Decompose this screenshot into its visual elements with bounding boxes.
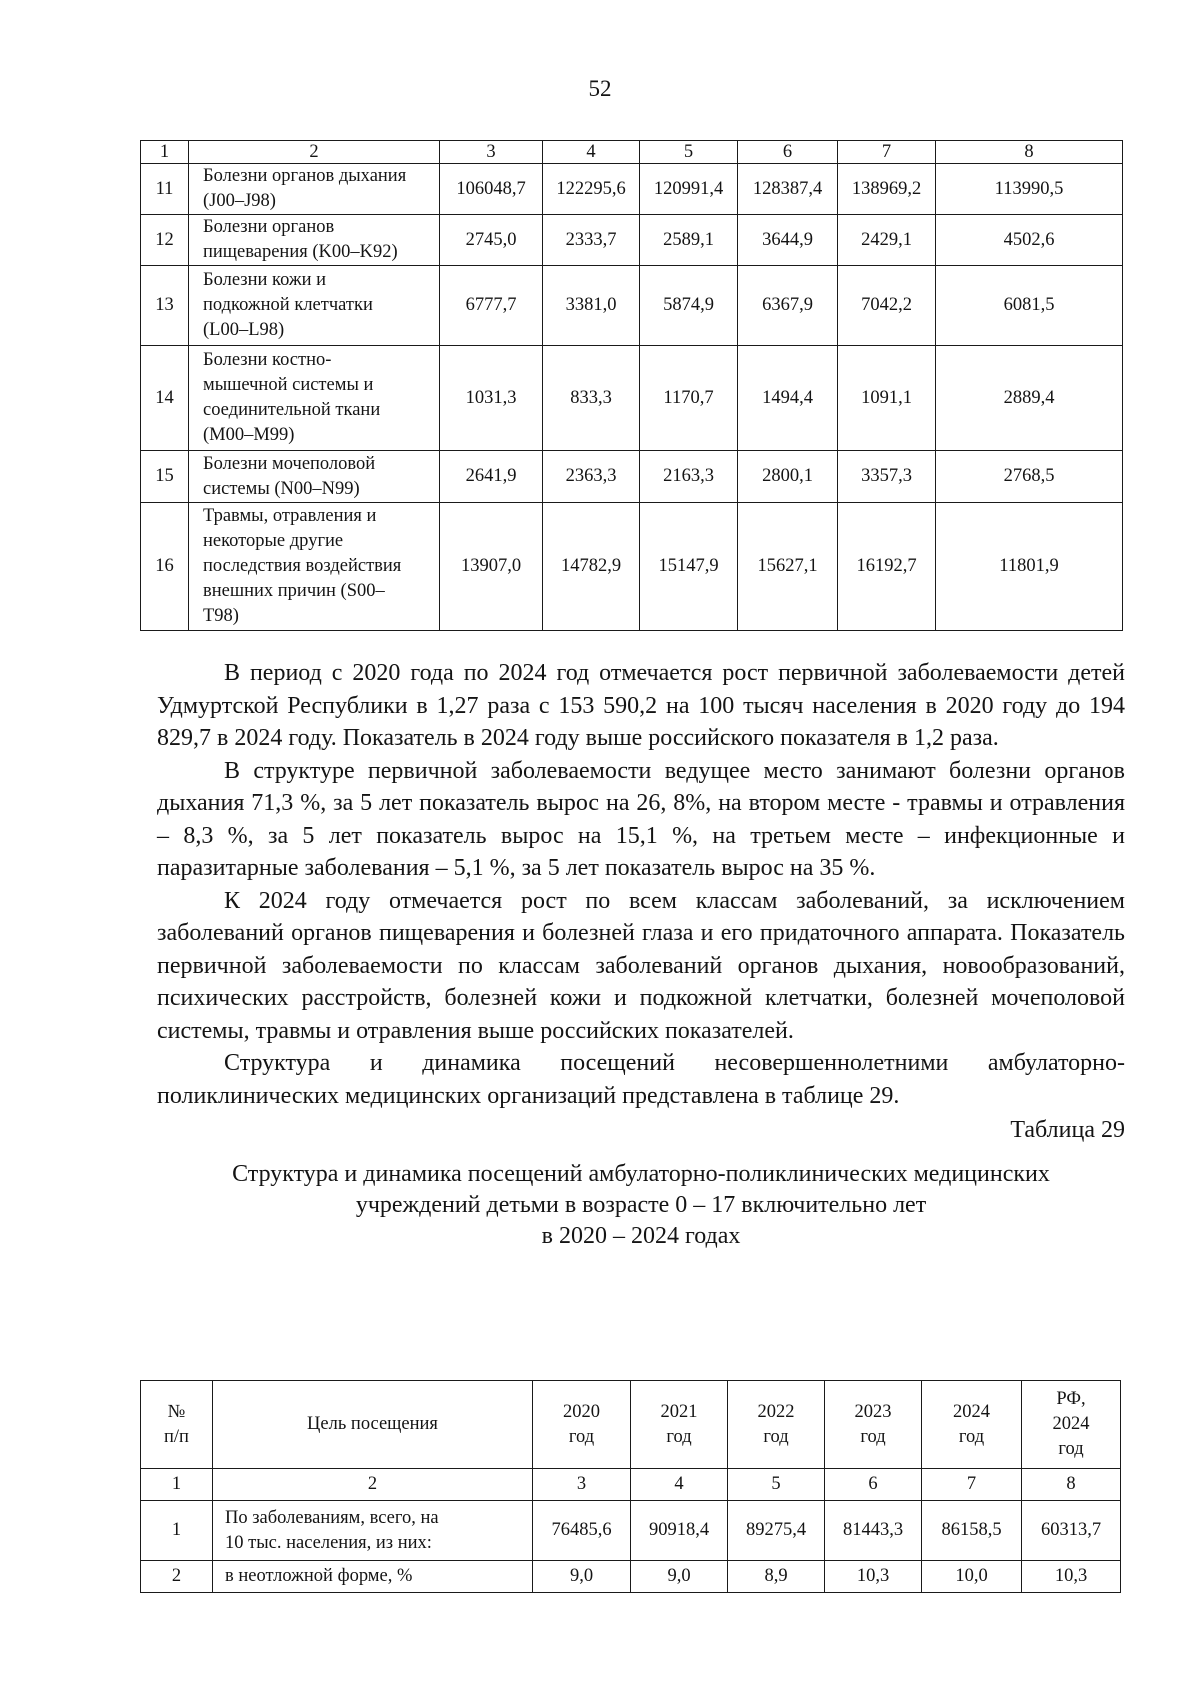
value-cell: 5874,9 [640, 266, 738, 346]
value-cell: 2589,1 [640, 215, 738, 266]
table-row [141, 451, 1123, 503]
value-cell: 76485,6 [533, 1501, 631, 1561]
paragraph: К 2024 году отмечается рост по всем классам заболеваний, за исключением заболеваний органов пищеварения и болезней глаза и его придаточного аппарата. Показатель первичной заболеваемости по классам заболеваний органов дыхания, новообразований, психических расстройств, болезней кожи и подкожной клетчатки, болезней мочеполовой системы, травмы и отравления выше российских показателей. [157, 887, 1125, 1044]
paragraph: Структура и динамика посещений несовершеннолетними амбулаторно-поликлинических медицинских организаций представлена в таблице 29. [157, 1050, 1125, 1109]
value-cell: 6777,7 [440, 266, 543, 346]
value-cell: 2333,7 [543, 215, 640, 266]
header-cell: 7 [838, 141, 936, 164]
value-cell: 6081,5 [936, 266, 1123, 346]
value-cell: 3381,0 [543, 266, 640, 346]
value-cell: 9,0 [533, 1561, 631, 1593]
table-row [141, 346, 1123, 451]
header-cell: 2024 год [922, 1381, 1022, 1469]
value-cell: 2768,5 [936, 451, 1123, 503]
value-cell: 120991,4 [640, 164, 738, 215]
header-cell: 1 [141, 1469, 213, 1501]
table-row [141, 1501, 1121, 1561]
value-cell: 11801,9 [936, 503, 1123, 631]
value-cell: 16192,7 [838, 503, 936, 631]
table-row [141, 266, 1123, 346]
value-cell: 1091,1 [838, 346, 936, 451]
disease-class: Травмы, отравления и некоторые другие последствия воздействия внешних причин (S00– T98) [189, 503, 440, 631]
value-cell: 15627,1 [738, 503, 838, 631]
header-cell: 1 [141, 141, 189, 164]
body-text [157, 657, 1125, 1252]
value-cell: 2889,4 [936, 346, 1123, 451]
value-cell: 6367,9 [738, 266, 838, 346]
page-number: 52 [588, 76, 612, 101]
value-cell: 60313,7 [1022, 1501, 1121, 1561]
value-cell: 3644,9 [738, 215, 838, 266]
disease-class: Болезни мочеполовой системы (N00–N99) [189, 451, 440, 503]
header-cell: 8 [1022, 1469, 1121, 1501]
morbidity-table-continuation [140, 140, 1123, 631]
header-cell: РФ, 2024 год [1022, 1381, 1121, 1469]
value-cell: 90918,4 [631, 1501, 728, 1561]
table-row [141, 503, 1123, 631]
value-cell: 3357,3 [838, 451, 936, 503]
value-cell: 113990,5 [936, 164, 1123, 215]
table-title: Структура и динамика посещений амбулаторно-поликлинических медицинских учреждений детьми в возрасте 0 – 17 включительно лет в 2020 – 2024 годах [232, 1160, 1050, 1249]
value-cell: 122295,6 [543, 164, 640, 215]
row-number: 13 [141, 266, 189, 346]
row-number: 1 [141, 1501, 213, 1561]
paragraph: В структуре первичной заболеваемости ведущее место занимают болезни органов дыхания 71,3 %, за 5 лет показатель вырос на 26, 8%, на втором месте - травмы и отравления – 8,3 %, за 5 лет показатель вырос на 15,1 %, на третьем месте – инфекционные и паразитарные заболевания – 5,1 %, за 5 лет показатель вырос на 35 %. [157, 757, 1125, 881]
header-cell: 6 [738, 141, 838, 164]
value-cell: 10,3 [825, 1561, 922, 1593]
value-cell: 8,9 [728, 1561, 825, 1593]
value-cell: 86158,5 [922, 1501, 1022, 1561]
header-cell: Цель посещения [213, 1381, 533, 1469]
disease-class: Болезни органов пищеварения (K00–K92) [189, 215, 440, 266]
header-cell: 5 [728, 1469, 825, 1501]
header-cell: № п/п [141, 1381, 213, 1469]
header-cell: 4 [543, 141, 640, 164]
table-header-row [141, 141, 1123, 164]
value-cell: 1031,3 [440, 346, 543, 451]
table-row [141, 164, 1123, 215]
row-number: 2 [141, 1561, 213, 1593]
visit-purpose: По заболеваниям, всего, на 10 тыс. населения, из них: [213, 1501, 533, 1561]
value-cell: 2745,0 [440, 215, 543, 266]
column-numbering-row [141, 1469, 1121, 1501]
row-number: 11 [141, 164, 189, 215]
header-cell: 6 [825, 1469, 922, 1501]
table-header-row [141, 1381, 1121, 1469]
disease-class: Болезни костно- мышечной системы и соединительной ткани (M00–M99) [189, 346, 440, 451]
header-cell: 8 [936, 141, 1123, 164]
visit-purpose: в неотложной форме, % [213, 1561, 533, 1593]
value-cell: 14782,9 [543, 503, 640, 631]
value-cell: 128387,4 [738, 164, 838, 215]
row-number: 14 [141, 346, 189, 451]
row-number: 12 [141, 215, 189, 266]
paragraph: В период с 2020 года по 2024 год отмечается рост первичной заболеваемости детей Удмуртской Республики в 1,27 раза с 153 590,2 на 100 тысяч населения в 2020 году до 194 829,7 в 2024 году. Показатель в 2024 году выше российского показателя в 1,2 раза. [157, 660, 1125, 751]
value-cell: 2429,1 [838, 215, 936, 266]
value-cell: 4502,6 [936, 215, 1123, 266]
value-cell: 81443,3 [825, 1501, 922, 1561]
header-cell: 3 [533, 1469, 631, 1501]
header-cell: 3 [440, 141, 543, 164]
header-cell: 2022 год [728, 1381, 825, 1469]
row-number: 16 [141, 503, 189, 631]
disease-class: Болезни кожи и подкожной клетчатки (L00–L98) [189, 266, 440, 346]
table-row [141, 215, 1123, 266]
value-cell: 9,0 [631, 1561, 728, 1593]
value-cell: 10,3 [1022, 1561, 1121, 1593]
table-label: Таблица 29 [1010, 1117, 1125, 1143]
header-cell: 7 [922, 1469, 1022, 1501]
value-cell: 1494,4 [738, 346, 838, 451]
value-cell: 106048,7 [440, 164, 543, 215]
value-cell: 2641,9 [440, 451, 543, 503]
value-cell: 7042,2 [838, 266, 936, 346]
value-cell: 138969,2 [838, 164, 936, 215]
table-row [141, 1561, 1121, 1593]
row-number: 15 [141, 451, 189, 503]
value-cell: 13907,0 [440, 503, 543, 631]
value-cell: 15147,9 [640, 503, 738, 631]
header-cell: 2 [189, 141, 440, 164]
header-cell: 4 [631, 1469, 728, 1501]
value-cell: 10,0 [922, 1561, 1022, 1593]
disease-class: Болезни органов дыхания (J00–J98) [189, 164, 440, 215]
value-cell: 89275,4 [728, 1501, 825, 1561]
value-cell: 2800,1 [738, 451, 838, 503]
value-cell: 2163,3 [640, 451, 738, 503]
visits-table [140, 1380, 1121, 1593]
header-cell: 5 [640, 141, 738, 164]
value-cell: 2363,3 [543, 451, 640, 503]
header-cell: 2023 год [825, 1381, 922, 1469]
header-cell: 2 [213, 1469, 533, 1501]
value-cell: 1170,7 [640, 346, 738, 451]
value-cell: 833,3 [543, 346, 640, 451]
header-cell: 2020 год [533, 1381, 631, 1469]
header-cell: 2021 год [631, 1381, 728, 1469]
